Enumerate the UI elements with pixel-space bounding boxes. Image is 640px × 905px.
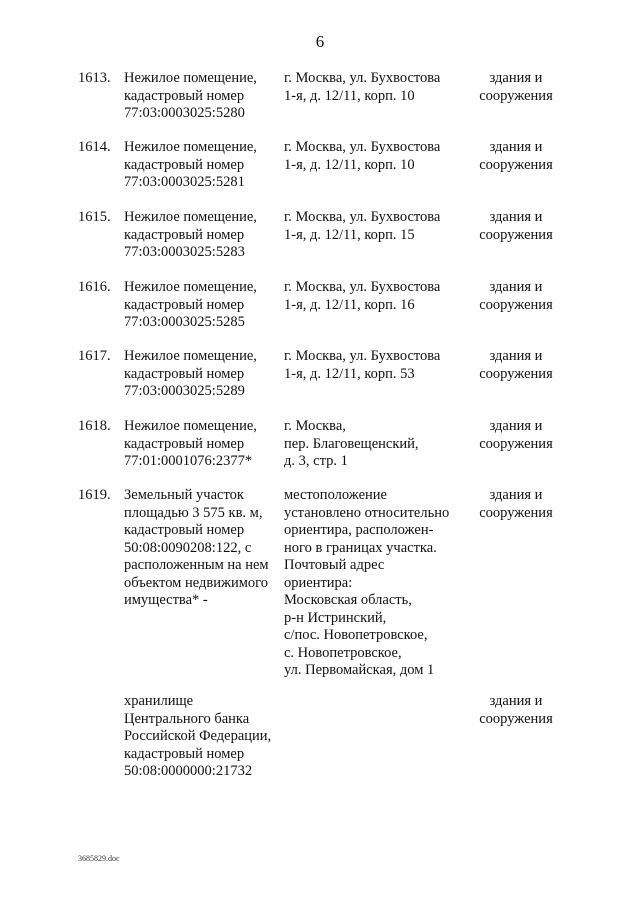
- entry-description-line: Земельный участок: [124, 487, 244, 503]
- entry-address-line: г. Москва, ул. Бухвостова: [284, 70, 441, 86]
- entry-category: [466, 348, 566, 383]
- entry-description-line: 77:03:0003025:5283: [124, 244, 245, 260]
- entry-description: [124, 139, 284, 192]
- entry-number: 1617.: [78, 348, 111, 364]
- entry-address-line: ного в границах участка.: [284, 539, 437, 556]
- entry-number: 1618.: [78, 418, 111, 434]
- entry-description: [124, 70, 284, 123]
- entry-address: [284, 209, 464, 244]
- entry-description-line: кадастровый номер: [124, 156, 245, 173]
- entry-number: 1616.: [78, 279, 111, 295]
- entry-description: [124, 209, 284, 262]
- entry-description-line: Нежилое помещение,: [124, 209, 257, 225]
- entry-category-line: сооружения: [479, 156, 553, 173]
- entry-address-line: ориентира, расположен-: [284, 522, 434, 538]
- entry-address: [284, 139, 464, 174]
- entry-category-line: здания и: [489, 693, 543, 709]
- entry-description-line: Российской Федерации,: [124, 728, 272, 744]
- entry-address-line: с/пос. Новопетровское,: [284, 627, 428, 643]
- entry-description-line: Нежилое помещение,: [124, 70, 257, 86]
- entry-address-line: установлено относительно: [284, 504, 450, 521]
- entry-address-line: с. Новопетровское,: [284, 644, 402, 661]
- entry-description-line: кадастровый номер: [124, 522, 245, 538]
- entry-number: 1619.: [78, 487, 111, 503]
- entry-category: [466, 279, 566, 314]
- entry-category-line: сооружения: [479, 435, 553, 452]
- entry-category: [466, 139, 566, 174]
- entry-category-line: здания и: [489, 209, 543, 225]
- entry-description-line: 77:03:0003025:5280: [124, 105, 245, 121]
- entry-description-line: имущества* -: [124, 592, 208, 608]
- entry-description-line: кадастровый номер: [124, 87, 245, 104]
- entry-address-line: пер. Благовещенский,: [284, 435, 419, 452]
- entry-category-line: здания и: [489, 279, 543, 295]
- entry-address-line: г. Москва, ул. Бухвостова: [284, 209, 441, 225]
- entry-address-line: 1-я, д. 12/11, корп. 15: [284, 226, 415, 243]
- entry-category-line: сооружения: [479, 296, 553, 313]
- entry-category: [466, 209, 566, 244]
- entry-category-line: сооружения: [479, 87, 553, 104]
- entry-description-line: объектом недвижимого: [124, 574, 269, 591]
- entry-description-line: 77:01:0001076:2377*: [124, 453, 253, 469]
- entry-address-line: д. 3, стр. 1: [284, 453, 348, 469]
- entry-description-line: 77:03:0003025:5289: [124, 383, 245, 399]
- entry-description-line: кадастровый номер: [124, 365, 245, 382]
- entry-category-line: сооружения: [479, 365, 553, 382]
- entry-category-line: здания и: [489, 418, 543, 434]
- entry-category: [466, 418, 566, 453]
- entry-category-line: сооружения: [479, 710, 553, 727]
- entry-address-line: 1-я, д. 12/11, корп. 53: [284, 365, 415, 382]
- entry-category: [466, 70, 566, 105]
- entry-description: [124, 693, 284, 781]
- entry-address-line: г. Москва, ул. Бухвостова: [284, 139, 441, 155]
- entry-address-line: 1-я, д. 12/11, корп. 16: [284, 296, 415, 313]
- entry-description: [124, 279, 284, 332]
- entry-category-line: сооружения: [479, 504, 553, 521]
- entry-description-line: Нежилое помещение,: [124, 348, 257, 364]
- entry-category: [466, 487, 566, 522]
- entry-address-line: р-н Истринский,: [284, 609, 387, 626]
- entry-address: [284, 279, 464, 314]
- entry-category: [466, 693, 566, 728]
- entry-description: [124, 487, 284, 610]
- entry-address-line: г. Москва,: [284, 418, 346, 434]
- entry-address-line: г. Москва, ул. Бухвостова: [284, 348, 441, 364]
- entry-address: [284, 418, 464, 471]
- document-filename: 3685829.doc: [78, 854, 120, 863]
- entry-address: [284, 348, 464, 383]
- entry-address-line: Почтовый адрес: [284, 557, 385, 573]
- entry-category-line: здания и: [489, 487, 543, 503]
- entry-description-line: Центрального банка: [124, 710, 250, 727]
- entry-description-line: кадастровый номер: [124, 745, 245, 762]
- entry-address: [284, 70, 464, 105]
- page-number: 6: [315, 32, 325, 51]
- entry-address-line: ул. Первомайская, дом 1: [284, 662, 435, 678]
- entry-category-line: здания и: [489, 70, 543, 86]
- entry-description-line: площадью 3 575 кв. м,: [124, 504, 263, 521]
- entry-description: [124, 348, 284, 401]
- entry-description-line: Нежилое помещение,: [124, 418, 257, 434]
- entry-description-line: кадастровый номер: [124, 435, 245, 452]
- entry-description-line: Нежилое помещение,: [124, 279, 257, 295]
- entry-address-line: г. Москва, ул. Бухвостова: [284, 279, 441, 295]
- entry-category-line: сооружения: [479, 226, 553, 243]
- entry-number: 1613.: [78, 70, 111, 86]
- entry-address-line: ориентира:: [284, 574, 353, 591]
- entry-address-line: местоположение: [284, 487, 387, 503]
- entry-description: [124, 418, 284, 471]
- entry-number: 1614.: [78, 139, 111, 155]
- entry-description-line: 77:03:0003025:5281: [124, 174, 245, 190]
- entry-description-line: 50:08:0090208:122, с: [124, 539, 252, 556]
- entry-address-line: 1-я, д. 12/11, корп. 10: [284, 87, 415, 104]
- entry-description-line: 77:03:0003025:5285: [124, 314, 245, 330]
- entry-address-line: Московская область,: [284, 592, 412, 608]
- entry-description-line: расположенным на нем: [124, 557, 269, 573]
- entry-address-line: 1-я, д. 12/11, корп. 10: [284, 156, 415, 173]
- entry-address: [284, 487, 464, 680]
- entry-category-line: здания и: [489, 348, 543, 364]
- entry-description-line: Нежилое помещение,: [124, 139, 257, 155]
- entry-description-line: хранилище: [124, 693, 194, 709]
- entry-description-line: кадастровый номер: [124, 226, 245, 243]
- entry-number: 1615.: [78, 209, 111, 225]
- entry-category-line: здания и: [489, 139, 543, 155]
- entry-description-line: кадастровый номер: [124, 296, 245, 313]
- entry-description-line: 50:08:0000000:21732: [124, 763, 253, 779]
